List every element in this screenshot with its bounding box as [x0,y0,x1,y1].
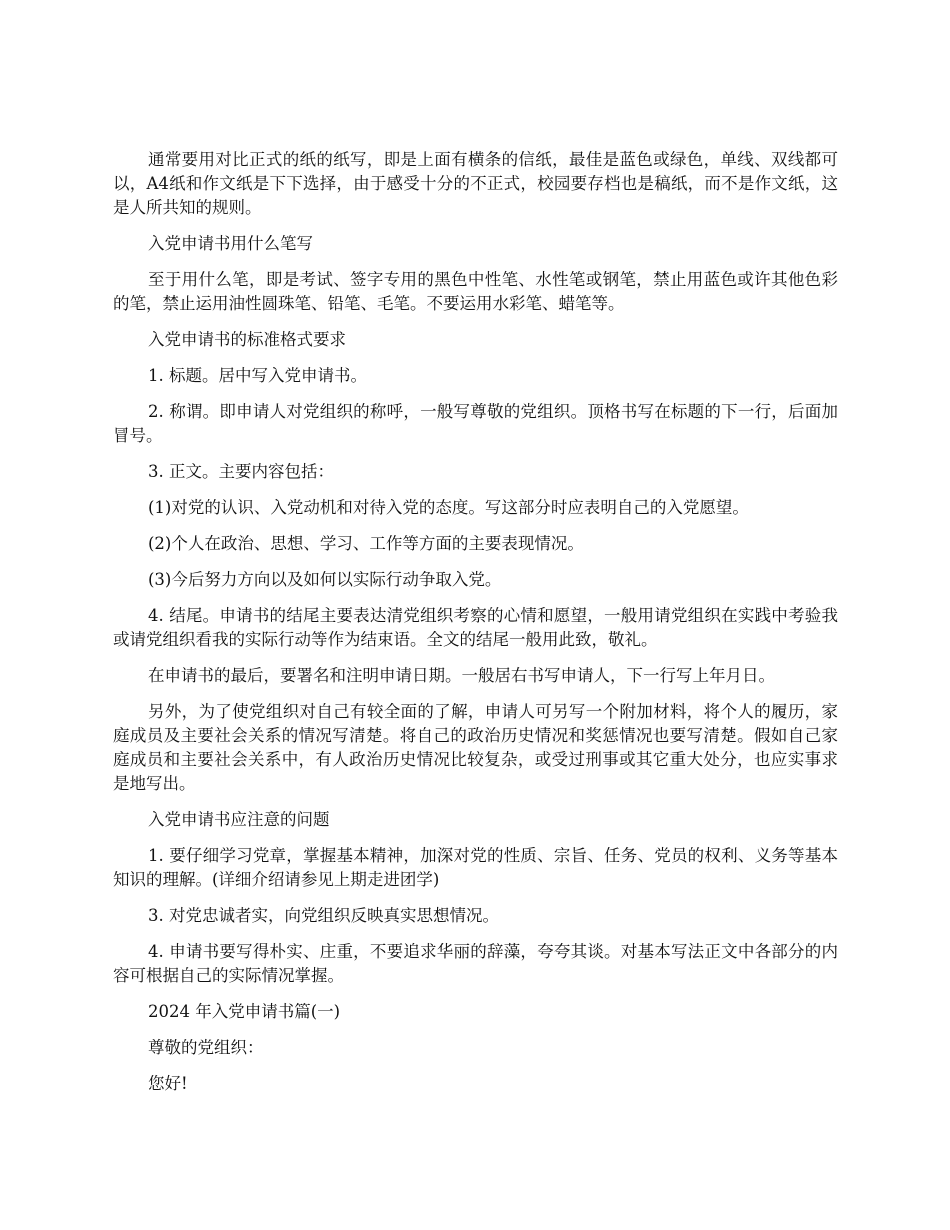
paragraph: 在申请书的最后，要署名和注明申请日期。一般居右书写申请人，下一行写上年月日。 [148,666,775,685]
list-item: 4. 结尾。申请书的结尾主要表达清党组织考察的心情和愿望，一般用请党组织在实践中考验我或请党组织看我的实际行动等作为结束语。全文的结尾一般用此致，敬礼。 [113,606,838,649]
sub-list-item: (2)个人在政治、思想、学习、工作等方面的主要表现情况。 [148,534,584,553]
list-item: 3. 对党忠诚者实，向党组织反映真实思想情况。 [148,906,499,925]
list-item: 4. 申请书要写得朴实、庄重，不要追求华丽的辞藻，夸夸其谈。对基本写法正文中各部分的内容可根据自己的实际情况掌握。 [113,942,838,985]
section-heading: 入党申请书的标准格式要求 [148,330,346,349]
sub-list-item: (3)今后努力方向以及如何以实际行动争取入党。 [148,570,502,589]
section-heading: 入党申请书用什么笔写 [148,234,313,253]
document-body [113,148,838,1108]
list-item: 1. 要仔细学习党章，掌握基本精神，加深对党的性质、宗旨、任务、党员的权利、义务等基本知识的理解。(详细介绍请参见上期走进团学) [113,846,838,889]
paragraph: 至于用什么笔，即是考试、签字专用的黑色中性笔、水性笔或钢笔，禁止用蓝色或许其他色彩的笔，禁止运用油性圆珠笔、铅笔、毛笔。不要运用水彩笔、蜡笔等。 [113,270,838,313]
sub-list-item: (1)对党的认识、入党动机和对待入党的态度。写这部分时应表明自己的入党愿望。 [148,498,749,517]
list-item: 2. 称谓。即申请人对党组织的称呼，一般写尊敬的党组织。顶格书写在标题的下一行，后面加冒号。 [113,402,838,445]
letter-salutation: 尊敬的党组织： [148,1038,264,1057]
section-heading: 2024 年入党申请书篇(一) [148,1002,341,1021]
list-item: 3. 正文。主要内容包括： [148,462,334,481]
list-item: 1. 标题。居中写入党申请书。 [148,366,367,385]
letter-greeting: 您好! [148,1074,188,1093]
section-heading: 入党申请书应注意的问题 [148,810,330,829]
paragraph: 通常要用对比正式的纸的纸写，即是上面有横条的信纸，最佳是蓝色或绿色，单线、双线都可以，A4纸和作文纸是下下选择，由于感受十分的不正式，校园要存档也是稿纸，而不是作文纸，这是人所共知的规则。 [113,150,838,217]
paragraph: 另外，为了使党组织对自己有较全面的了解，申请人可另写一个附加材料，将个人的履历，家庭成员及主要社会关系的情况写清楚。将自己的政治历史情况和奖惩情况也要写清楚。假如自己家庭成员和主要社会关系中，有人政治历史情况比较复杂，或受过刑事或其它重大处分，也应实事求是地写出。 [113,702,838,793]
